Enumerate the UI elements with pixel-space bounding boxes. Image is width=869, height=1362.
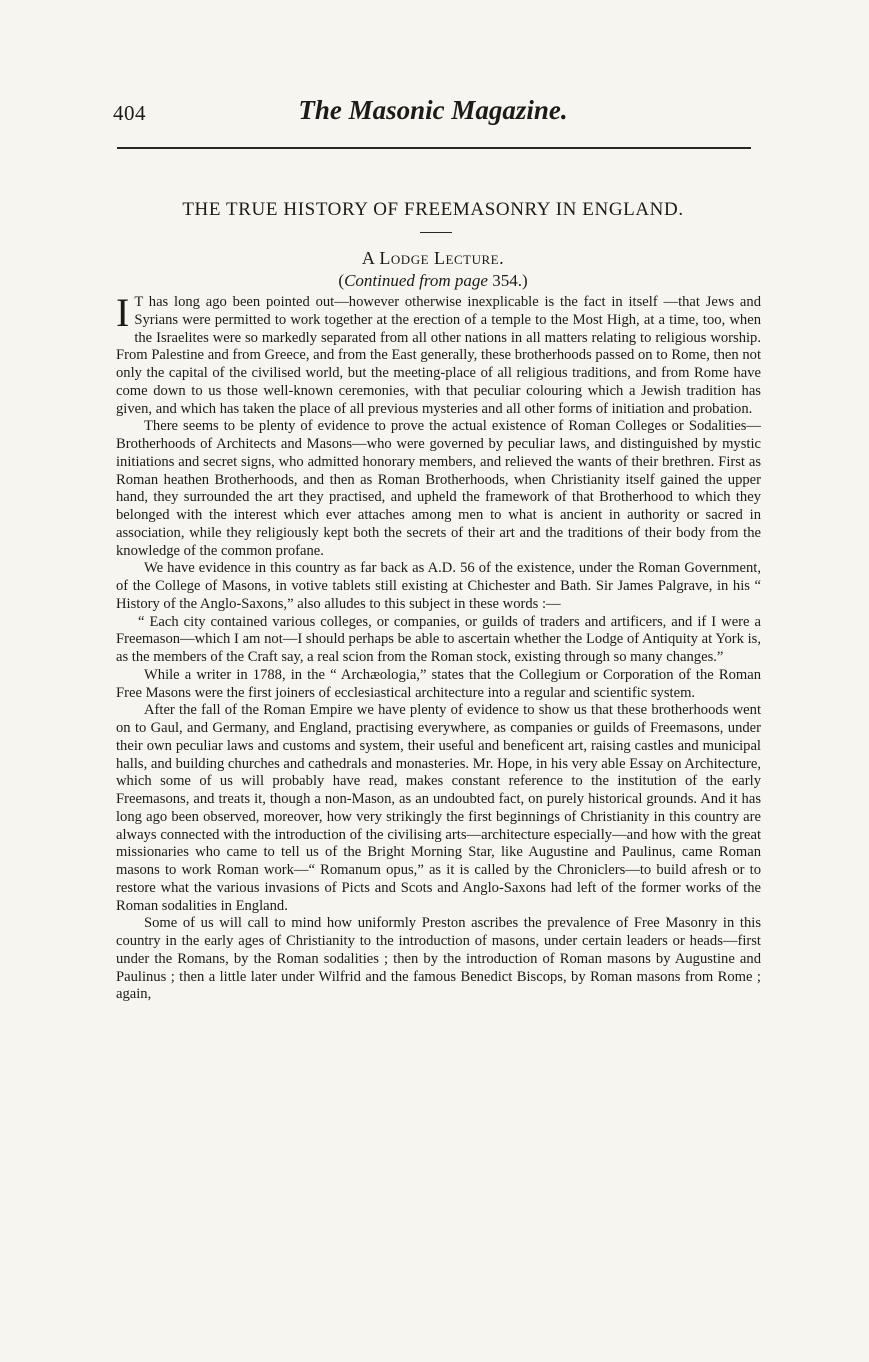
quotation-palgrave: “ Each city contained various colleges, or companies, or guilds of traders and artificers, and if I were a Freemason—which I am not—I should perhaps be able to ascertain whether the Lodge of Antiquity at York is, as the members of the Craft say, a real scion from the Roman stock, existing through so many changes.” — [116, 613, 761, 665]
article-subtitle: A Lodge Lecture. — [361, 248, 505, 268]
drop-cap: I — [116, 290, 130, 335]
paragraph-7: Some of us will call to mind how uniformly Preston ascribes the prevalence of Free Masonry in this country in the early ages of Christianity to the introduction of masons, under certain leaders or heads—first under the Romans, by the Roman sodalities ; then by the introduction of Roman masons by Augustine and Paulinus ; then a little later under Wilfrid and the famous Benedict Biscops, by Roman masons from Rome ; again, — [116, 915, 761, 1003]
running-title: The Masonic Magazine. — [298, 95, 568, 125]
paragraph-3: We have evidence in this country as far back as A.D. 56 of the existence, under the Roman Government, of the College of Masons, in votive tablets still existing at Chichester and Bath. Sir James Palgrave, in his “ History of the Anglo-Saxons,” also alludes to this subject in these words :— — [116, 560, 761, 612]
article-body — [116, 290, 761, 1004]
paragraph-2: There seems to be plenty of evidence to prove the actual existence of Roman Colleges or Sodalities—Brotherhoods of Architects and Masons—who were governed by peculiar laws, and distinguished by mystic initiations and secret signs, who admitted honorary members, and relieved the wants of their brethren. First as Roman heathen Brotherhoods, and then as Roman Brotherhoods, when Christianity itself gained the upper hand, they surrounded the art they practised, and upheld the framework of that Brotherhood to which they belonged with the interest which ever attaches among men to what is ancient in authority or sacred in association, while they religiously kept both the secrets of their art and the traditions of their body from the knowledge of the common profane. — [116, 418, 761, 559]
article-title: THE TRUE HISTORY OF FREEMASONRY IN ENGLAND. — [182, 199, 684, 220]
continued-note: (Continued from page 354.) — [338, 271, 528, 290]
header-rule — [117, 147, 751, 149]
paragraph-5: While a writer in 1788, in the “ Archæologia,” states that the Collegium or Corporation of the Roman Free Masons were the first joiners of ecclesiastical architecture into a regular and scientific system. — [116, 666, 761, 701]
paragraph-1 — [116, 290, 761, 418]
title-divider — [420, 232, 452, 233]
page-header — [113, 95, 753, 135]
continued-text: Continued from page — [344, 271, 488, 290]
paragraph-6: After the fall of the Roman Empire we have plenty of evidence to show us that these brotherhoods went on to Gaul, and Germany, and England, practising everywhere, as companies or guilds of Freemasons, under their own peculiar laws and customs and system, their useful and beneficent art, raising castles and municipal halls, and building churches and cathedrals and monasteries. Mr. Hope, in his very able Essay on Architecture, which some of us will probably have read, makes constant reference to the institution of the early Freemasons, and treats it, though a non-Mason, as an undoubted fact, on purely historical grounds. And it has long ago been observed, moreover, how very strikingly the first beginnings of Christianity in this country are always connected with the introduction of the civilising arts—architecture especially—and how with the great missionaries who came to tell us of the Bright Morning Star, like Augustine and Paulinus, came Roman masons to work Roman work—“ Romanum opus,” as it is called by the Chroniclers—to build afresh or to restore what the various invasions of Picts and Scots and Anglo-Saxons had left of the former works of the Roman sodalities in England. — [116, 702, 761, 914]
page-number: 404 — [113, 101, 146, 125]
paragraph-1-text: T has long ago been pointed out—however otherwise inexplicable is the fact in itself —that Jews and Syrians were permitted to work together at the erection of a temple to the Most High, at a time, too, when the Israelites were so markedly separated from all other nations in all matters relating to religious worship. From Palestine and from Greece, and from the East generally, these brotherhoods passed on to Rome, then not only the capital of the civilised world, but the meeting-place of all religious traditions, and from Rome have come down to us those well-known ceremonies, with that peculiar colouring which a Jewish tradition has given, and which has taken the place of all previous mysteries and all other forms of initiation and probation. — [116, 294, 761, 417]
continued-page: 354 — [492, 271, 518, 290]
